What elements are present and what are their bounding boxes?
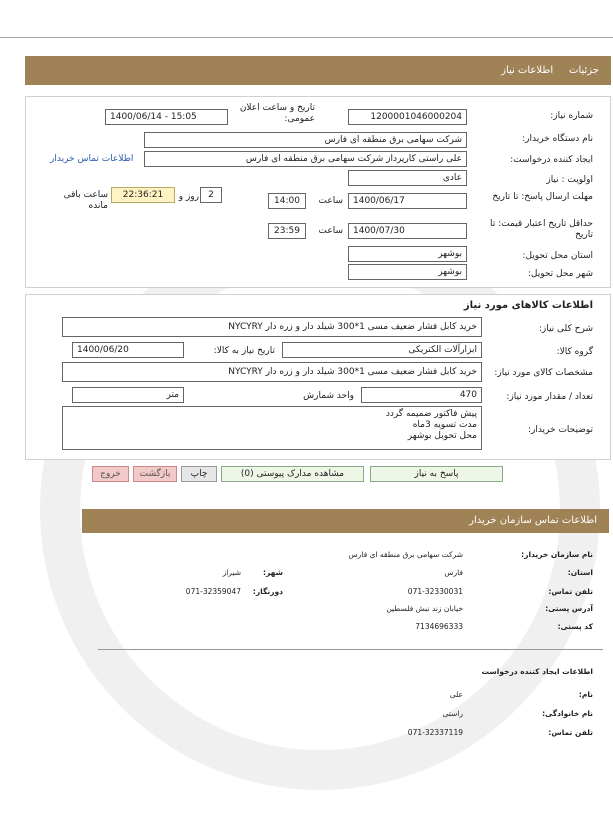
contact-divider: [98, 649, 603, 650]
tab-need-info[interactable]: اطلاعات نیاز: [501, 65, 554, 76]
need-date-label: تاریخ نیاز به کالا:: [213, 346, 275, 356]
creator-phone-label: تلفن تماس:: [548, 728, 593, 737]
creator-family-value: راستی: [442, 709, 463, 718]
contact-phone-value: 071-32330031: [407, 587, 463, 596]
contact-fax-value: 071-32359047: [185, 587, 241, 596]
validity-time-field: 23:59: [268, 223, 306, 239]
announce-field: 1400/06/14 - 15:05: [105, 109, 228, 125]
title-bar: [25, 56, 611, 85]
contact-address-label: آدرس پستی:: [545, 604, 593, 613]
buyer-notes-field: [62, 406, 482, 450]
creator-info-title: اطلاعات ایجاد کننده درخواست: [481, 667, 593, 676]
contact-province-label: استان:: [567, 568, 593, 577]
validity-time-label: ساعت: [318, 226, 343, 236]
contact-title: اطلاعات تماس سازمان خریدار: [469, 515, 597, 526]
notes-line-3: محل تحویل بوشهر: [407, 431, 477, 441]
qty-field: 470: [361, 387, 482, 403]
notes-line-2: مدت تسویه 3ماه: [412, 420, 477, 430]
reply-date-field: 1400/06/17: [348, 193, 467, 209]
attachments-button[interactable]: مشاهده مدارک پیوستی (0): [221, 466, 364, 482]
validity-date-field: 1400/07/30: [348, 223, 467, 239]
city-label: شهر محل تحویل:: [527, 269, 593, 279]
creator-phone-value: 071-32337119: [407, 728, 463, 737]
contact-city-value: شیراز: [222, 568, 241, 577]
price-validity-label: حداقل تاریخ اعتبار قیمت: تا تاریخ: [490, 219, 593, 240]
contact-postal-value: 7134696333: [415, 622, 463, 631]
contact-fax-label: دورنگار:: [252, 587, 283, 596]
remaining-time-field: 22:36:21: [111, 187, 175, 203]
contact-city-label: شهر:: [263, 568, 283, 577]
goods-section-title: اطلاعات کالاهای مورد نیاز: [463, 300, 593, 311]
need-date-field: 1400/06/20: [72, 342, 184, 358]
tab-separator: [556, 65, 566, 76]
contact-province-value: فارس: [444, 568, 463, 577]
notes-line-1: پیش فاکتور ضمیمه گردد: [385, 409, 477, 419]
tab-details[interactable]: جزئیات: [569, 65, 599, 76]
reply-deadline-label: مهلت ارسال پاسخ: تا تاریخ: [492, 192, 593, 202]
creator-name-label: نام:: [578, 690, 593, 699]
contact-org-value: شرکت سهامی برق منطقه ای فارس: [348, 550, 463, 559]
need-number-label: شماره نیاز:: [550, 111, 593, 121]
goods-summary-field: خرید کابل فشار ضعیف مسی 1*300 شیلد دار و زره دار NYCYRY: [62, 317, 482, 337]
unit-field: متر: [72, 387, 184, 403]
qty-label: تعداد / مقدار مورد نیاز:: [506, 392, 593, 402]
province-field: بوشهر: [348, 246, 467, 262]
buyer-org-field: شرکت سهامی برق منطقه ای فارس: [144, 132, 467, 148]
unit-label: واحد شمارش: [303, 391, 354, 401]
goods-summary-label: شرح کلی نیاز:: [538, 324, 593, 334]
top-divider: [0, 37, 613, 38]
announce-label: تاریخ و ساعت اعلان عمومی:: [239, 103, 315, 124]
city-field: بوشهر: [348, 264, 467, 280]
contact-address-value: خیابان زند نبش فلسطین: [386, 604, 463, 613]
exit-button[interactable]: خروج: [92, 466, 129, 482]
days-label: روز و: [178, 192, 199, 202]
contact-phone-label: تلفن تماس:: [548, 587, 593, 596]
goods-spec-field: خرید کابل فشار ضعیف مسی 1*300 شیلد دار و زره دار NYCYRY: [62, 362, 482, 382]
creator-field: علی راستی کارپرداز شرکت سهامی برق منطقه ای فارس: [144, 151, 467, 167]
goods-group-label: گروه کالا:: [556, 347, 593, 357]
goods-group-field: ابزارآلات الکتریکی: [282, 342, 482, 358]
contact-postal-label: کد پستی:: [557, 622, 593, 631]
need-number-field: 1200001046000204: [348, 109, 467, 125]
goods-spec-label: مشخصات کالای مورد نیاز:: [494, 368, 593, 378]
contact-title-bar: [82, 509, 609, 533]
back-button[interactable]: بازگشت: [133, 466, 177, 482]
remaining-label: ساعت باقی مانده: [63, 190, 108, 211]
creator-family-label: نام خانوادگی:: [542, 709, 593, 718]
print-button[interactable]: چاپ: [181, 466, 217, 482]
days-count-field: 2: [200, 187, 222, 203]
buyer-notes-label: توضیحات خریدار:: [527, 425, 593, 435]
province-label: استان محل تحویل:: [522, 251, 593, 261]
creator-label: ایجاد کننده درخواست:: [510, 155, 593, 165]
priority-field: عادی: [348, 170, 467, 186]
reply-time-field: 14:00: [268, 193, 306, 209]
creator-name-value: علی: [449, 690, 463, 699]
reply-button[interactable]: پاسخ به نیاز: [370, 466, 503, 482]
priority-label: اولویت : نیاز: [546, 175, 593, 185]
buyer-contact-link[interactable]: اطلاعات تماس خریدار: [50, 154, 134, 164]
contact-org-label: نام سازمان خریدار:: [521, 550, 593, 559]
buyer-org-label: نام دستگاه خریدار:: [522, 134, 593, 144]
reply-time-label: ساعت: [318, 196, 343, 206]
